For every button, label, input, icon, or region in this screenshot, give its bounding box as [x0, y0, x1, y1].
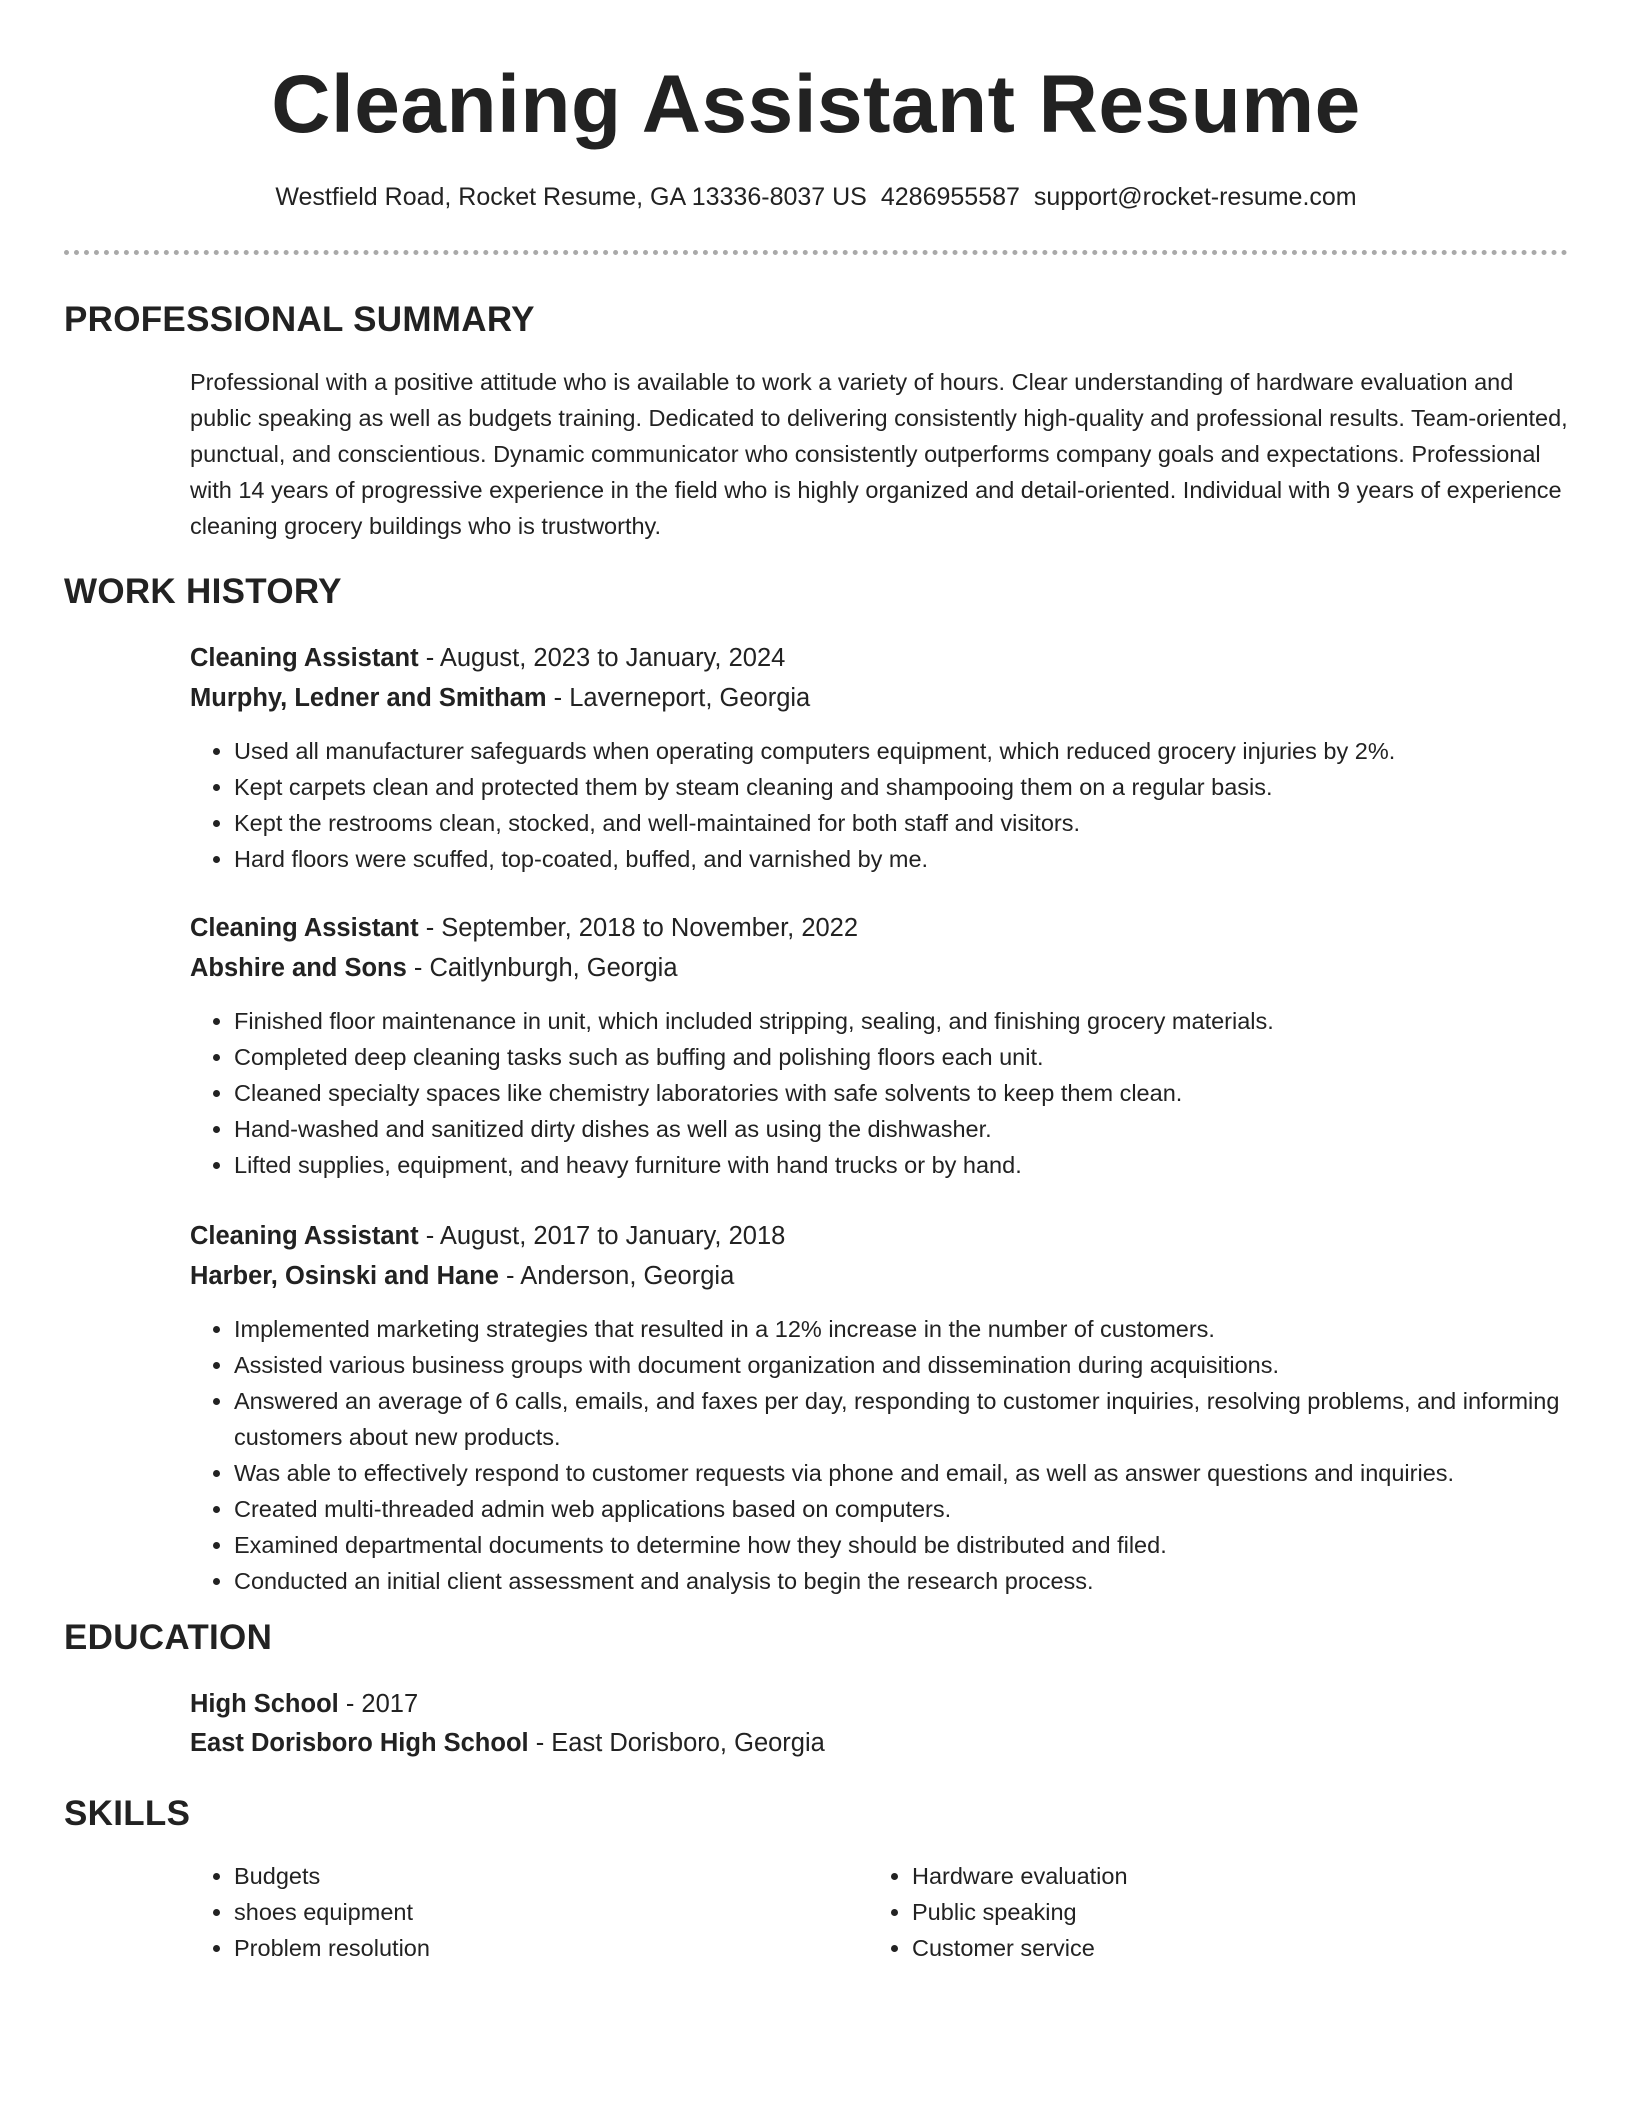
education-degree-line	[190, 1686, 418, 1722]
education-location: - East Dorisboro, Georgia	[528, 1729, 825, 1757]
job-location: - Laverneport, Georgia	[546, 684, 811, 712]
list-item: • Finished floor maintenance in unit, which included stripping, sealing, and finishing grocery materials.	[234, 1003, 1584, 1039]
list-item: • Was able to effectively respond to customer requests via phone and email, as well as answer questions and inquiries.	[234, 1455, 1584, 1491]
list-item: • Created multi-threaded admin web applications based on computers.	[234, 1491, 1584, 1527]
job-bullets	[190, 1311, 1584, 1599]
list-item: • Hard floors were scuffed, top-coated, buffed, and varnished by me.	[234, 841, 1584, 877]
section-title-skills: SKILLS	[64, 1794, 191, 1833]
list-item: • Conducted an initial client assessment and analysis to begin the research process.	[234, 1563, 1584, 1599]
skill-item: • shoes equipment	[234, 1894, 834, 1930]
skill-item: • Customer service	[912, 1930, 1512, 1966]
job-title: Cleaning Assistant	[190, 1222, 419, 1250]
job-dates: - September, 2018 to November, 2022	[418, 914, 859, 942]
list-item: • Examined departmental documents to determine how they should be distributed and filed.	[234, 1527, 1584, 1563]
education-year: - 2017	[338, 1690, 419, 1718]
job-title-line	[190, 640, 785, 676]
job-bullets	[190, 733, 1584, 877]
job-title: Cleaning Assistant	[190, 914, 419, 942]
list-item: • Completed deep cleaning tasks such as buffing and polishing floors each unit.	[234, 1039, 1584, 1075]
education-school-line	[190, 1725, 825, 1761]
job-title: Cleaning Assistant	[190, 644, 419, 672]
section-title-education: EDUCATION	[64, 1618, 273, 1657]
list-item: • Lifted supplies, equipment, and heavy furniture with hand trucks or by hand.	[234, 1147, 1584, 1183]
list-item: • Hand-washed and sanitized dirty dishes as well as using the dishwasher.	[234, 1111, 1584, 1147]
job-location: - Caitlynburgh, Georgia	[406, 954, 678, 982]
skill-item: • Public speaking	[912, 1894, 1512, 1930]
list-item: • Used all manufacturer safeguards when operating computers equipment, which reduced grocery injuries by 2%.	[234, 733, 1584, 769]
job-company-line	[190, 950, 678, 986]
job-location: - Anderson, Georgia	[498, 1262, 735, 1290]
job-company: Harber, Osinski and Hane	[190, 1262, 499, 1290]
job-title-line	[190, 1218, 785, 1254]
education-school: East Dorisboro High School	[190, 1729, 529, 1757]
list-item: • Answered an average of 6 calls, emails, and faxes per day, responding to customer inquiries, resolving problems, and informing customers about new products.	[234, 1383, 1584, 1455]
job-company: Murphy, Ledner and Smitham	[190, 684, 547, 712]
header-divider	[64, 250, 1568, 255]
contact-address: Westfield Road, Rocket Resume, GA 13336-8037 US	[275, 183, 867, 211]
contact-line	[0, 180, 1632, 214]
job-company-line	[190, 680, 810, 716]
skill-item: • Budgets	[234, 1858, 834, 1894]
summary-text: Professional with a positive attitude who is available to work a variety of hours. Clear understanding of hardware evaluation and public speaking as well as budgets training. Dedicated to delivering consistently high-quality and professional results. Team-oriented, punctual, and conscientious. Dynamic communicator who consistently outperforms company goals and expectations. Professional with 14 years of progressive experience in the field who is highly organized and detail-oriented. Individual with 9 years of experience cleaning grocery buildings who is trustworthy.	[190, 369, 1568, 539]
education-degree: High School	[190, 1690, 339, 1718]
skills-list-left	[190, 1858, 834, 1966]
contact-email: support@rocket-resume.com	[1033, 183, 1357, 211]
job-company-line	[190, 1258, 734, 1294]
list-item: • Cleaned specialty spaces like chemistry laboratories with safe solvents to keep them clean.	[234, 1075, 1584, 1111]
resume-title: Cleaning Assistant Resume	[271, 59, 1361, 150]
list-item: • Kept carpets clean and protected them by steam cleaning and shampooing them on a regular basis.	[234, 769, 1584, 805]
section-title-work: WORK HISTORY	[64, 572, 342, 611]
list-item: • Implemented marketing strategies that resulted in a 12% increase in the number of customers.	[234, 1311, 1584, 1347]
list-item: • Assisted various business groups with document organization and dissemination during acquisitions.	[234, 1347, 1584, 1383]
skill-item: • Hardware evaluation	[912, 1858, 1512, 1894]
section-title-summary: PROFESSIONAL SUMMARY	[64, 300, 535, 339]
skills-list-right	[868, 1858, 1512, 1966]
job-title-line	[190, 910, 858, 946]
job-dates: - August, 2017 to January, 2018	[418, 1222, 786, 1250]
job-company: Abshire and Sons	[190, 954, 407, 982]
contact-phone: 4286955587	[880, 183, 1020, 211]
list-item: • Kept the restrooms clean, stocked, and well-maintained for both staff and visitors.	[234, 805, 1584, 841]
job-dates: - August, 2023 to January, 2024	[418, 644, 786, 672]
skill-item: • Problem resolution	[234, 1930, 834, 1966]
job-bullets	[190, 1003, 1584, 1183]
